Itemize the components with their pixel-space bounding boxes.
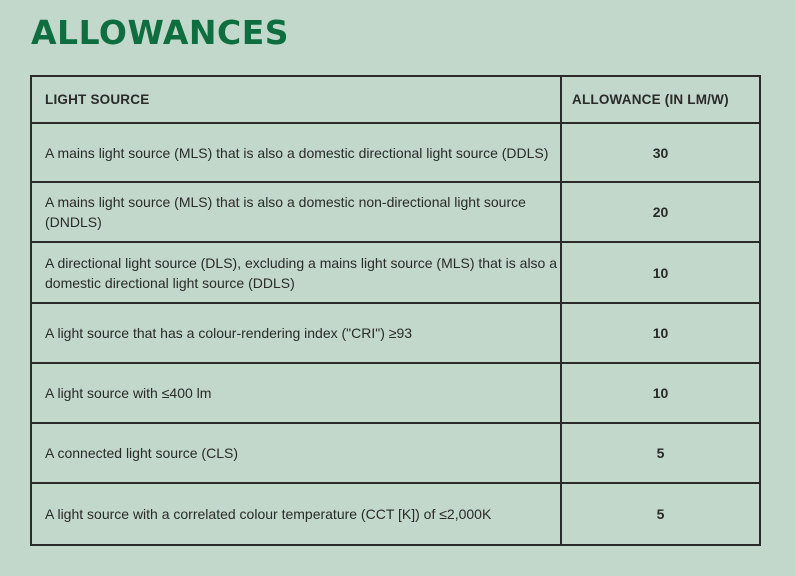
header-allowance: ALLOWANCE (IN LM/W) (561, 76, 760, 123)
allowance-cell: 30 (561, 123, 760, 182)
page-title: ALLOWANCES (31, 13, 290, 52)
table-row (31, 363, 760, 423)
allowances-table (30, 75, 761, 546)
light-source-cell: A directional light source (DLS), excluding a mains light source (MLS) that is also a domestic directional light source (DDLS) (31, 242, 561, 303)
light-source-cell: A light source with ≤400 lm (31, 363, 561, 423)
light-source-cell: A light source that has a colour-rendering index ("CRI") ≥93 (31, 303, 561, 363)
table-row (31, 303, 760, 363)
allowance-cell: 10 (561, 303, 760, 363)
allowance-cell: 10 (561, 363, 760, 423)
table-row (31, 242, 760, 303)
allowance-cell: 10 (561, 242, 760, 303)
table-row (31, 123, 760, 182)
table-row (31, 182, 760, 242)
light-source-cell: A mains light source (MLS) that is also a domestic directional light source (DDLS) (31, 123, 561, 182)
table-header-row (31, 76, 760, 123)
table-row (31, 423, 760, 483)
table-row (31, 483, 760, 545)
light-source-cell: A light source with a correlated colour temperature (CCT [K]) of ≤2,000K (31, 483, 561, 545)
allowance-cell: 5 (561, 483, 760, 545)
allowance-cell: 5 (561, 423, 760, 483)
light-source-cell: A connected light source (CLS) (31, 423, 561, 483)
header-light-source: LIGHT SOURCE (31, 76, 561, 123)
allowance-cell: 20 (561, 182, 760, 242)
light-source-cell: A mains light source (MLS) that is also a domestic non-directional light source (DNDLS) (31, 182, 561, 242)
